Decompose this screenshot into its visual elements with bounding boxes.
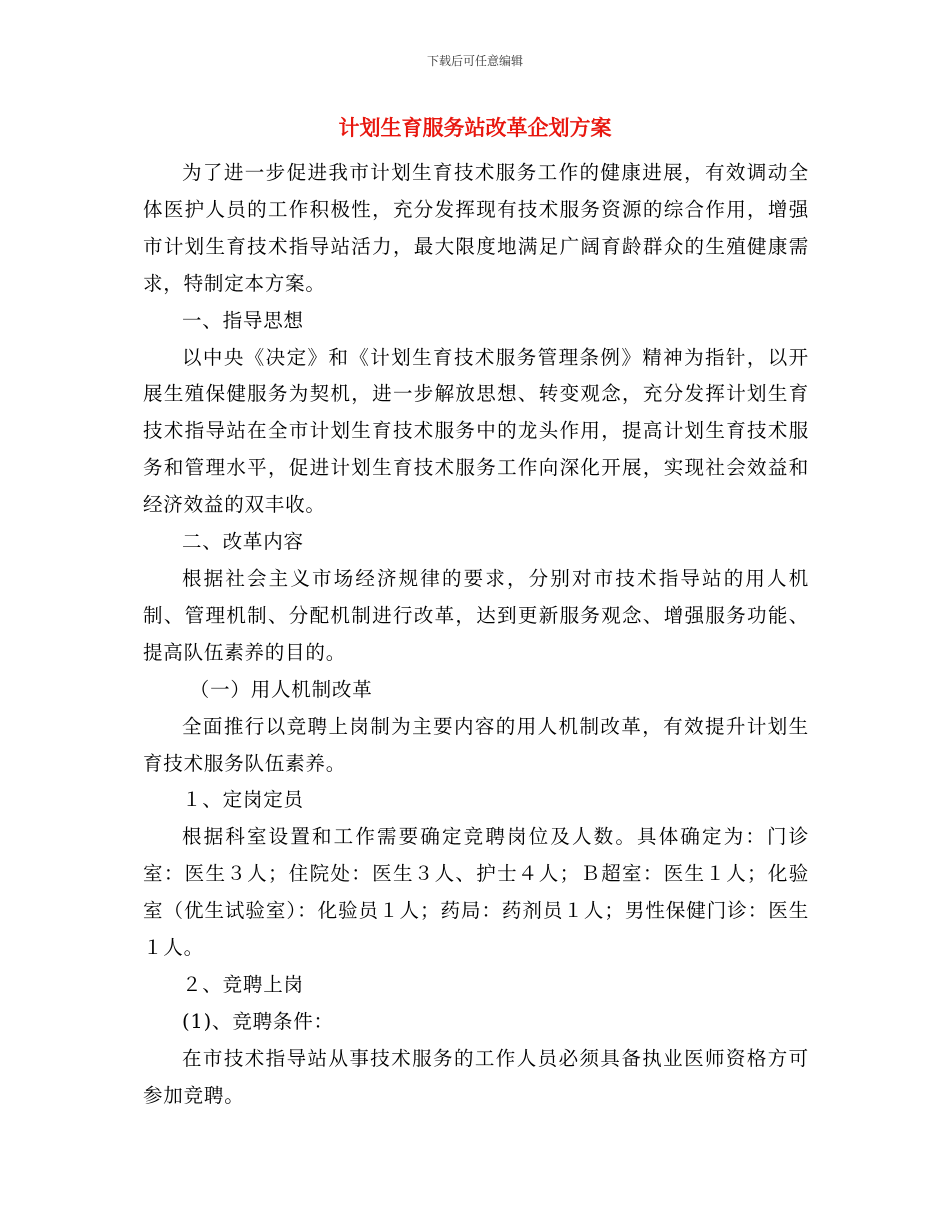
heading-guiding-ideology: 一、指导思想 — [182, 308, 304, 332]
paragraph-fixed-posts: 根据科室设置和工作需要确定竞聘岗位及人数。具体确定为：门诊室：医生３人；住院处：医生３人、护士４人；Ｂ超室：医生１人；化验室（优生试验室）：化验员１人；药局：药剂员１人；男性保健门诊：医生１人。 — [143, 825, 809, 960]
paragraph-intro: 为了进一步促进我市计划生育技术服务工作的健康进展，有效调动全体医护人员的工作积极性，充分发挥现有技术服务资源的综合作用，增强市计划生育技术指导站活力，最大限度地满足广阔育龄群众的生殖健康需求，特制定本方案。 — [143, 161, 809, 295]
heading-competitive-posts: ２、竞聘上岗 — [182, 972, 304, 996]
heading-competition-conditions: (1)、竞聘条件： — [182, 1009, 334, 1033]
heading-employment-reform: （一）用人机制改革 — [189, 677, 373, 701]
paragraph-competition-conditions: 在市技术指导站从事技术服务的工作人员必须具备执业医师资格方可参加竞聘。 — [143, 1046, 809, 1107]
paragraph-guiding-ideology: 以中央《决定》和《计划生育技术服务管理条例》精神为指针，以开展生殖保健服务为契机，进一步解放思想、转变观念，充分发挥计划生育技术指导站在全市计划生育技术服务中的龙头作用，提高计划生育技术服务和管理水平，促进计划生育技术服务工作向深化开展，实现社会效益和经济效益的双丰收。 — [143, 345, 809, 517]
heading-reform-content: 二、改革内容 — [182, 530, 304, 554]
heading-fixed-posts: １、定岗定员 — [182, 788, 304, 812]
document-body — [143, 155, 809, 1115]
paragraph-employment-reform: 全面推行以竞聘上岗制为主要内容的用人机制改革，有效提升计划生育技术服务队伍素养。 — [143, 714, 809, 775]
paragraph-reform-content: 根据社会主义市场经济规律的要求，分别对市技术指导站的用人机制、管理机制、分配机制进行改革，达到更新服务观念、增强服务功能、提高队伍素养的目的。 — [143, 566, 809, 664]
document-title: 计划生育服务站改革企划方案 — [338, 116, 612, 140]
page-header: 下载后可任意编辑 — [426, 54, 523, 68]
